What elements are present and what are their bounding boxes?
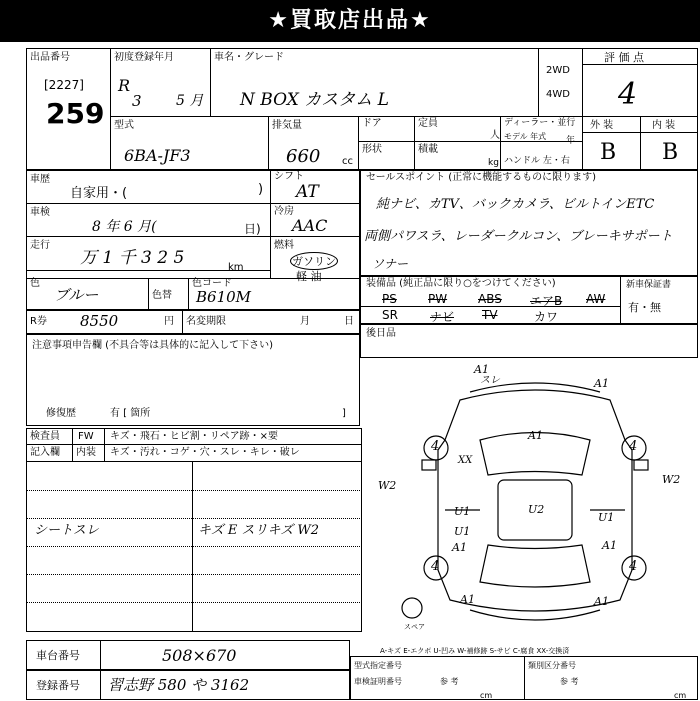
damage-mark-scuff: スレ: [480, 375, 500, 386]
drive-4wd: 4WD: [546, 89, 570, 100]
model-label: 型式: [114, 120, 134, 131]
exterior-label: 外 装: [590, 120, 614, 131]
ac-label: 冷房: [274, 206, 294, 217]
certificate-label: 車検証明番号: [354, 677, 402, 686]
shift-label: シフト: [274, 171, 304, 182]
mileage-value: 万 1 千 3 2 5: [80, 248, 185, 268]
handle-label: ハンドル 左・右: [504, 156, 570, 166]
reference-label-right: 参 考: [560, 677, 579, 686]
category-label: 類別区分番号: [528, 661, 576, 670]
model-year-label: モデル 年式: [504, 132, 547, 141]
lot-number: 259: [46, 97, 105, 130]
interior-check-items: キズ・汚れ・コゲ・穴・スレ・キレ・破レ: [110, 447, 300, 458]
fuel-diesel: 軽 油: [296, 270, 322, 283]
recorder-label: 記入欄: [30, 447, 60, 458]
chassis-label: 車台番号: [36, 649, 80, 662]
load-unit: kg: [488, 158, 499, 168]
equip-tv: TV: [482, 308, 498, 322]
rating-value: 4: [618, 77, 638, 112]
designation-label: 型式指定番号: [354, 661, 402, 670]
equipment-label: 装備品 (純正品に限り○をつけてください): [366, 278, 556, 289]
repair-history-close: ]: [342, 408, 346, 419]
mileage-label: 走行: [30, 240, 50, 251]
sales-point-line-1: 純ナビ、カTV、バックカメラ、ビルトインETC: [376, 197, 655, 212]
sales-point-line-3: ソナー: [372, 257, 409, 271]
equip-abs: ABS: [478, 292, 502, 306]
tire-depth-front-right: 4: [629, 439, 638, 454]
shape-label: 形状: [362, 144, 382, 155]
cm-label-right: cm: [674, 691, 687, 700]
equip-airbag: エアB: [530, 294, 563, 308]
equip-sr: SR: [382, 308, 398, 322]
drive-2wd: 2WD: [546, 65, 570, 76]
dealer-label: ディーラー・並行: [504, 118, 576, 128]
color-label: 色: [30, 278, 40, 289]
damage-mark-a1-hood: A1: [528, 429, 543, 442]
damage-mark-w2-right: W2: [662, 473, 681, 486]
lot-number-label: 出品番号: [30, 52, 70, 63]
equip-leather: カワ: [534, 310, 559, 324]
damage-mark-w2-left: W2: [378, 479, 397, 492]
damage-mark-u1-right: U1: [598, 511, 615, 524]
model-year-unit: 年: [566, 136, 576, 146]
damage-diagram: [370, 360, 700, 635]
doors-label: ドア: [362, 118, 382, 129]
spare-tire: [402, 598, 422, 618]
damage-mark-a1-rear-right: A1: [594, 595, 609, 608]
damage-legend: A-キズ E-エクボ U-凹み W-補修跡 S-サビ C-腐食 XX-交換済: [380, 647, 570, 655]
inspector-label: 検査員: [30, 431, 60, 442]
inspection-value: 8 年 6 月(: [92, 219, 157, 235]
name-change-month: 月: [300, 316, 310, 327]
banner: ★買取店出品★: [0, 0, 700, 42]
model-value: 6BA-JF3: [124, 146, 191, 165]
chassis-value: 508×670: [162, 646, 237, 665]
color-code-label: 色コード: [192, 278, 232, 289]
name-change-label: 名変期限: [186, 316, 226, 327]
tire-depth-rear-left: 4: [431, 559, 440, 574]
sales-points-block: [360, 170, 698, 276]
damage-mark-u1-left: U1: [454, 505, 471, 518]
later-docs-block: [360, 324, 698, 358]
damage-mark-u2-roof: U2: [528, 503, 545, 516]
registration-number-value: 習志野 580 や 3162: [108, 676, 250, 694]
spare-label: スペア: [404, 623, 425, 631]
reference-label-left: 参 考: [440, 677, 459, 686]
first-registration-label: 初度登録年月: [114, 52, 174, 63]
damage-mark-a1-rear-left: A1: [460, 593, 475, 606]
displacement-value: 660: [286, 146, 321, 167]
damage-mark-a1-left-rear: A1: [452, 541, 467, 554]
recycle-label: R券: [30, 316, 47, 327]
registration-month: 5 月: [176, 93, 204, 109]
car-name-value: N BOX カスタム L: [240, 90, 389, 110]
warranty-value: 有・無: [628, 301, 661, 314]
vehicle-history-value: 自家用・(: [70, 186, 128, 201]
fuel-label: 燃料: [274, 240, 294, 251]
vehicle-history-label: 車歴: [30, 174, 50, 185]
recycle-unit: 円: [164, 316, 174, 327]
inspection-day: 日): [244, 222, 261, 236]
damage-mark-a1-top-left: A1: [474, 363, 489, 376]
damage-mark-xx: XX: [458, 455, 473, 466]
equip-ps: PS: [382, 292, 397, 306]
color-code-value: B610M: [196, 288, 252, 306]
registration-era: R: [118, 76, 131, 95]
remarks-right: キズ E スリキズ W2: [198, 523, 319, 538]
lot-sub-number: [2227]: [44, 78, 84, 92]
car-name-label: 車名・グレード: [214, 52, 284, 63]
load-label: 積載: [418, 144, 438, 155]
damage-mark-a1-right-rear: A1: [602, 539, 617, 552]
capacity-label: 定員: [418, 118, 438, 129]
rating-label: 評 価 点: [604, 51, 644, 64]
registration-year: 3: [132, 92, 142, 110]
equip-pw: PW: [428, 292, 448, 306]
interior-check-label: 内装: [76, 447, 96, 458]
sales-point-line-2: 両側パワスラ、レーダークルコン、ブレーキサポート: [364, 229, 673, 244]
damage-mark-a1-top-right: A1: [594, 377, 609, 390]
exterior-grade: B: [600, 140, 617, 165]
interior-grade: B: [662, 140, 679, 165]
shift-value: AT: [296, 182, 319, 202]
warranty-label: 新車保証書: [626, 280, 672, 290]
registration-number-label: 登録番号: [36, 679, 80, 692]
capacity-unit: 人: [490, 130, 500, 141]
tire-depth-rear-right: 4: [629, 559, 638, 574]
repair-history-label: 修復歴: [46, 408, 76, 419]
car-outline-svg: [370, 360, 700, 635]
repair-history-value: 有 [ 箇所: [110, 408, 151, 419]
fuel-gasoline: ガソリン: [290, 252, 338, 270]
equip-navi: ナビ: [430, 310, 455, 324]
remarks-left: シートスレ: [34, 523, 99, 538]
damage-mark-u1-left-2: U1: [454, 525, 471, 538]
fw-label: FW: [78, 431, 94, 442]
recycle-value: 8550: [80, 312, 119, 330]
equip-aw: AW: [586, 292, 606, 306]
inspection-label: 車検: [30, 207, 50, 218]
fw-items: キズ・飛石・ヒビ割・リペア跡・×要: [110, 431, 278, 442]
mileage-unit: km: [228, 262, 244, 273]
tire-depth-front-left: 4: [431, 439, 440, 454]
sales-points-label: セールスポイント (正常に機能するものに限ります): [366, 172, 597, 183]
displacement-label: 排気量: [272, 120, 302, 131]
vehicle-history-close: ): [258, 182, 264, 197]
color-change-label: 色替: [152, 290, 172, 301]
cm-label-left: cm: [480, 691, 493, 700]
displacement-unit: cc: [342, 156, 353, 167]
name-change-day: 日: [344, 316, 354, 327]
caution-label: 注意事項申告欄 (不具合等は具体的に記入して下さい): [32, 340, 273, 351]
later-docs-label: 後日品: [366, 328, 396, 339]
color-value: ブルー: [54, 286, 99, 304]
ac-value: AAC: [292, 216, 328, 235]
interior-label: 内 装: [652, 120, 676, 131]
